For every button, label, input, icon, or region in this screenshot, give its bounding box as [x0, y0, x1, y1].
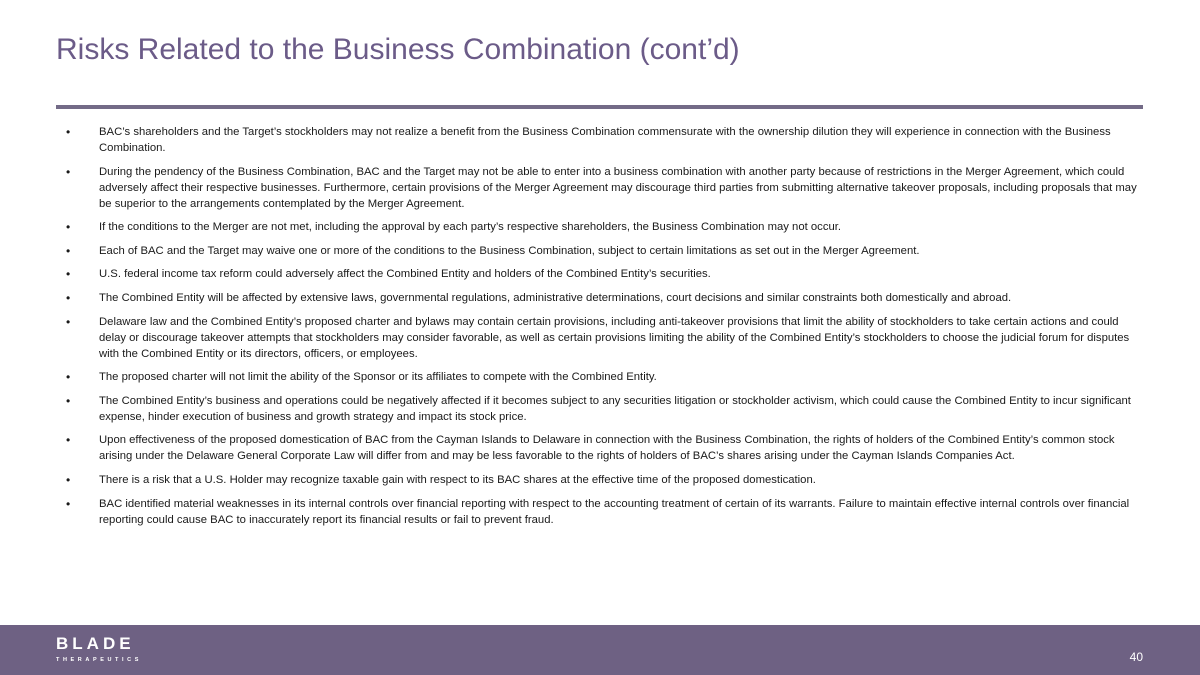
bullet-text: Upon effectiveness of the proposed domestication of BAC from the Cayman Islands to Delaware in connection with the Business Combination, the rights of holders of the Combined Entity’s common stock arising under the Delaware General Corporate Law will differ from and may be less favorable to the rights of holders of BAC’s shares arising under the Cayman Islands Companies Act.	[99, 434, 1115, 463]
bullet-text: During the pendency of the Business Combination, BAC and the Target may not be able to enter into a business combination with another party because of restrictions in the Merger Agreement, which could adversely affect their respective businesses. Furthermore, certain provisions of the Merger Agreement may discourage third parties from submitting alternative takeover proposals, including proposals that may be superior to the arrangements contemplated by the Merger Agreement.	[99, 165, 1137, 210]
bullet-item	[56, 393, 1146, 425]
bullet-item	[56, 290, 1146, 306]
bullet-item	[56, 472, 1146, 488]
bullet-item	[56, 314, 1146, 362]
bullet-text: Each of BAC and the Target may waive one or more of the conditions to the Business Combination, subject to certain limitations as set out in the Merger Agreement.	[99, 244, 920, 257]
footer-bar	[0, 625, 1200, 675]
bullet-item	[56, 164, 1146, 212]
bullet-icon: •	[66, 220, 71, 235]
bullet-item	[56, 496, 1146, 528]
bullet-icon: •	[66, 433, 71, 448]
bullet-item	[56, 243, 1146, 259]
bullet-text: The Combined Entity will be affected by extensive laws, governmental regulations, administrative determinations, court decisions and similar constraints both domestically and abroad.	[99, 291, 1012, 304]
bullet-text: The Combined Entity’s business and operations could be negatively affected if it becomes subject to any securities litigation or stockholder activism, which could cause the Combined Entity to incur significant expense, hinder execution of business and growth strategy and impact its stock price.	[99, 394, 1131, 423]
bullet-icon: •	[66, 370, 71, 385]
bullet-icon: •	[66, 472, 71, 487]
bullet-icon: •	[66, 290, 71, 305]
bullet-icon: •	[66, 164, 71, 179]
risk-bullet-list	[56, 124, 1146, 535]
title-divider	[56, 105, 1143, 109]
bullet-icon: •	[66, 314, 71, 329]
bullet-icon: •	[66, 393, 71, 408]
logo-subtitle: THERAPEUTICS	[56, 657, 142, 663]
bullet-icon: •	[66, 267, 71, 282]
bullet-text: BAC identified material weaknesses in its internal controls over financial reporting with respect to the accounting treatment of certain of its warrants. Failure to maintain effective internal controls over financial reporting could cause BAC to inaccurately report its financial results or fail to prevent fraud.	[99, 497, 1130, 526]
bullet-icon: •	[66, 125, 71, 139]
logo-wordmark: BLADE	[56, 634, 135, 653]
bullet-item	[56, 266, 1146, 282]
bullet-icon: •	[66, 243, 71, 258]
bullet-text: U.S. federal income tax reform could adversely affect the Combined Entity and holders of the Combined Entity’s securities.	[99, 268, 711, 281]
bullet-text: BAC’s shareholders and the Target’s stockholders may not realize a benefit from the Business Combination commensurate with the ownership dilution they will experience in connection with the Business Combination.	[99, 126, 1111, 154]
slide-title: Risks Related to the Business Combination (cont’d)	[56, 33, 740, 66]
bullet-text: The proposed charter will not limit the ability of the Sponsor or its affiliates to compete with the Combined Entity.	[99, 371, 657, 384]
bullet-item	[56, 219, 1146, 235]
bullet-text: If the conditions to the Merger are not met, including the approval by each party’s respective shareholders, the Business Combination may not occur.	[99, 221, 842, 234]
page-number: 40	[1129, 650, 1143, 664]
bullet-icon: •	[66, 496, 71, 511]
bullet-text: Delaware law and the Combined Entity’s proposed charter and bylaws may contain certain provisions, including anti-takeover provisions that limit the ability of stockholders to take certain actions and could delay or discourage takeover attempts that stockholders may consider favorable, as well as certain provisions limiting the ability of the Combined Entity’s stockholders to choose the judicial forum for disputes with the Combined Entity or its directors, officers, or employees.	[99, 315, 1130, 360]
bullet-item	[56, 369, 1146, 385]
bullet-item	[56, 432, 1146, 464]
bullet-text: There is a risk that a U.S. Holder may recognize taxable gain with respect to its BAC shares at the effective time of the proposed domestication.	[99, 473, 816, 486]
bullet-item	[56, 124, 1146, 156]
blade-therapeutics-logo	[56, 634, 142, 665]
